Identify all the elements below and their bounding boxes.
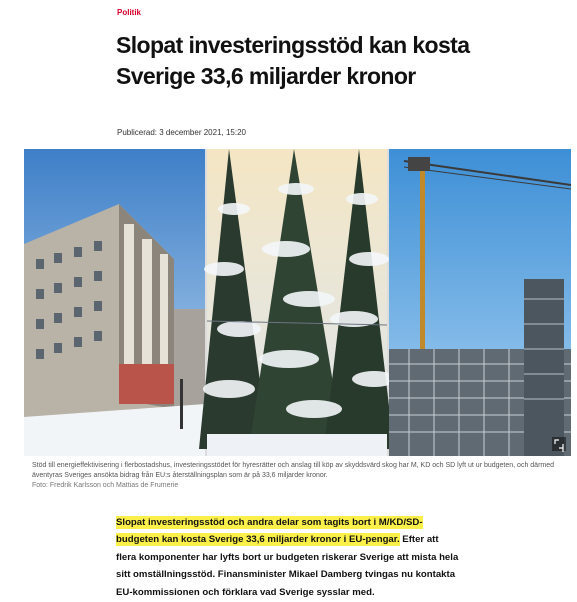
- photo-snowy-forest: [199, 149, 396, 456]
- publish-date: Publicerad: 3 december 2021, 15:20: [117, 128, 246, 137]
- image-caption: [32, 461, 562, 491]
- highlighted-lead: Slopat investeringsstöd och andra delar som tagits bort i M/KD/SD-budgeten kan kosta Sverige 33,6 miljarder kronor i EU-pengar.: [116, 516, 423, 546]
- caption-text: Stöd till energieffektivisering i flerbostadshus, investeringsstödet för hyresrätter och anslag till köp av skyddsvärd skog har M, KD och SD lyft ut ur budgeten, och därmed äventyras Sveriges ansökta bidrag från EU:s återställningsplan som är på 33,6 miljarder kronor.: [32, 462, 555, 479]
- hero-image[interactable]: [24, 149, 571, 456]
- photo-construction-site: [389, 149, 571, 456]
- lead-text: Efter att flera komponenter har lyfts bort ur budgeten riskerar Sverige att mista hela sitt omställningsstöd. Finansminister Mikael Damberg tvingas nu kontakta EU-kommissionen och förklara vad Sverige sysslar med.: [116, 534, 459, 598]
- category-label[interactable]: Politik: [117, 8, 142, 17]
- expand-icon[interactable]: [552, 437, 566, 452]
- photo-credit: Foto: Fredrik Karlsson och Mattias de Frumerie: [32, 482, 179, 489]
- article-title: Slopat investeringsstöd kan kosta Sverige 33,6 miljarder kronor: [116, 32, 470, 89]
- photo-apartment-building: [24, 149, 205, 456]
- article-lead: [116, 514, 461, 602]
